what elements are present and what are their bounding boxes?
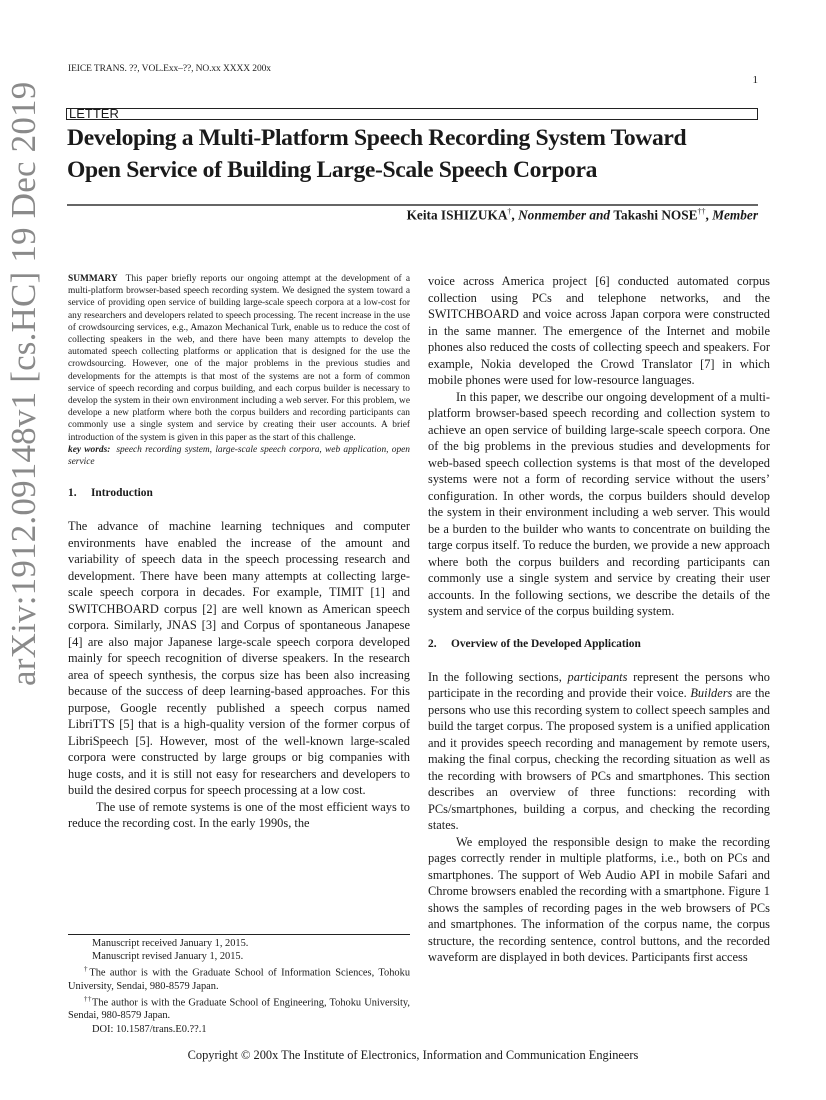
- arxiv-identifier-stamp: arXiv:1912.09148v1 [cs.HC] 19 Dec 2019: [4, 81, 43, 686]
- abstract-text: This paper briefly reports our ongoing attempt at the development of a multi-platform browser-based speech recording system. We designed the system toward a service of providing open service of building large-scale speech corpora at a low-cost for any researchers and developers related to speech processing. The recent increase in the use of crowdsourcing services, e.g., Amazon Mechanical Turk, enable us to reduce the cost of collecting speakers in the web, and there have been many attempts to develop the automated speech collecting platforms or application that is designed for the use the crowdsourcing. However, one of the major problems in the previous studies and developments for the attempts is that most of the systems are not a form of common service of speech recording and corpus building, and each corpus builder is necessary to develop the system in their own environment including a web server. For this problem, we develope a new platform where both the corpus builders and recording participants can commonly use a single system and service by creating their user accounts. A brief introduction of the system is given in this paper as the start of this challenge.: [68, 274, 410, 443]
- footnote-received: Manuscript received January 1, 2015.: [92, 938, 249, 949]
- intro-paragraph-2-cont: voice across America project [6] conducted automated corpus collection using PCs and telephone networks, and the SWITCHBOARD and voice across Japan corpora were constructed in the same manner. The emergence of the Internet and mobile phones also reduced the costs of collecting speech and speakers. For example, Nokia developed the Crowd Translator [7] in which mobile phones were used for low-resource languages.: [428, 274, 770, 387]
- section-heading-overview: [428, 637, 770, 652]
- overview-paragraph-1: In the following sections, participants represent the persons who participate in the recording and provide their voice. Builders are the persons who use this recording system to collect speech samples and build the target corpus. The proposed system is a unified application and it provides speech recording and management by remote users, making the final corpus, checking the recording situation as well as the recording with browsers of PCs and smartphones. This section describes an overview of three functions: recording with PCs/smartphones, building a corpus, and checking the recording states.: [428, 669, 770, 832]
- title-line-2: Open Service of Building Large-Scale Speech Corpora: [67, 157, 598, 183]
- abstract: [68, 273, 410, 444]
- section-number: 1.: [68, 487, 77, 500]
- article-type-label: LETTER: [69, 106, 119, 121]
- keywords-text: speech recording system, large-scale speech corpora, web application, open service: [68, 444, 410, 468]
- footnotes: [68, 934, 410, 1036]
- author-1-affil-mark: †: [507, 207, 512, 216]
- paper-title: [67, 122, 767, 186]
- author-2-role: Member: [712, 207, 758, 223]
- intro-paragraph-1: The advance of machine learning techniques and computer environments have enabled the increase of the amount and variability of speech data in the speech processing research and development. There have been many attempts at collecting large-scale speech corpora in decades. For example, TIMIT [1] and SWITCHBOARD corpus [2] are well known as American speech corpora. Similarly, JNAS [3] and Corpus of spontaneous Janapese [4] are also major Japanese large-scale speech corpora developed mainly for speech recognition of diverse speakers. In the research area of speech synthesis, the corpus size has been also increasing because of the success of deep learning-based approaches. For this purpose, Google recently published a speech corpus named LibriTTS [5] that is a high-quality version of the former corpus of LibriSpeech [5]. However, most of the well-known large-scaled corpora were constructed by large groups or big companies with huge costs, and it is still not easy for researchers and developers to build the desired corpus for speech processing at a low cost.: [68, 519, 410, 798]
- intro-paragraph-3: In this paper, we describe our ongoing development of a multi-platform browser-based speech recording and collection system to achieve an open service of building large-scale speech corpora. One of the big problems in the previous studies and developments for web-based speech collection systems is that most of the developed systems were not a form of recording service without the users’ configuration. In other words, the corpus builders should develop the system in their environment including a web server. This would be a burden to the builder who wants to concentrate on building the targe corpus itself. To reduce the burden, we provide a new approach where both the corpus builders and recording participants can commonly use a single system and service by creating their user accounts. In the following sections, we describe the details of the system and service of the corpus building system.: [428, 389, 770, 618]
- footnote-affiliation-2: ††The author is with the Graduate School of Engineering, Tohoku University, Sendai, 980-8579 Japan.: [68, 994, 411, 1022]
- section-title: Overview of the Developed Application: [451, 637, 641, 650]
- footnote-affiliation-1: †The author is with the Graduate School of Information Sciences, Tohoku University, Sendai, 980-8579 Japan.: [68, 965, 411, 992]
- running-head: IEICE TRANS. ??, VOL.Exx–??, NO.xx XXXX 200x: [68, 64, 271, 74]
- abstract-label: SUMMARY: [68, 274, 118, 284]
- copyright-notice: Copyright © 200x The Institute of Electronics, Information and Communication Engineers: [187, 1048, 639, 1062]
- footnote-revised: Manuscript revised January 1, 2015.: [92, 951, 244, 963]
- keywords: [68, 444, 410, 468]
- author-line: Keita ISHIZUKA†, Nonmember and Takashi NOSE††, Member: [406, 207, 758, 223]
- section-title: Introduction: [91, 487, 153, 500]
- article-type-box: [66, 108, 758, 120]
- section-heading-introduction: [68, 486, 410, 501]
- intro-paragraph-2-start: The use of remote systems is one of the most efficient ways to reduce the recording cost. In the early 1990s, the: [68, 799, 410, 831]
- overview-paragraph-2: We employed the responsible design to make the recording pages correctly render in multiple platforms, i.e., both on PCs and smartphones. The support of Web Audio API in mobile Safari and Chrome browsers enabled the recording with a smartphone. Figure 1 shows the samples of recording pages in the web browsers of PCs and smartphones. The information of the corpus name, the corpus structure, the recording sentence, control buttons, and the recorded waveform are displayed in both devices. Participants first access: [428, 834, 770, 964]
- author-conjunction: and: [589, 207, 611, 223]
- author-2-affil-mark: ††: [697, 207, 706, 216]
- left-column: [68, 273, 410, 832]
- section-number: 2.: [428, 637, 437, 650]
- term-participants: participants: [567, 669, 628, 684]
- author-2-name: Takashi NOSE: [613, 207, 698, 223]
- author-1-role: Nonmember: [518, 207, 587, 223]
- page-number: 1: [752, 74, 758, 86]
- title-line-1: Developing a Multi-Platform Speech Recording System Toward: [67, 125, 687, 151]
- keywords-label: key words:: [68, 444, 111, 455]
- title-divider: [67, 204, 758, 206]
- right-column: [428, 273, 770, 966]
- author-1-name: Keita ISHIZUKA: [406, 207, 508, 223]
- term-builders: Builders: [690, 686, 733, 700]
- footnote-doi: DOI: 10.1587/trans.E0.??.1: [92, 1023, 207, 1035]
